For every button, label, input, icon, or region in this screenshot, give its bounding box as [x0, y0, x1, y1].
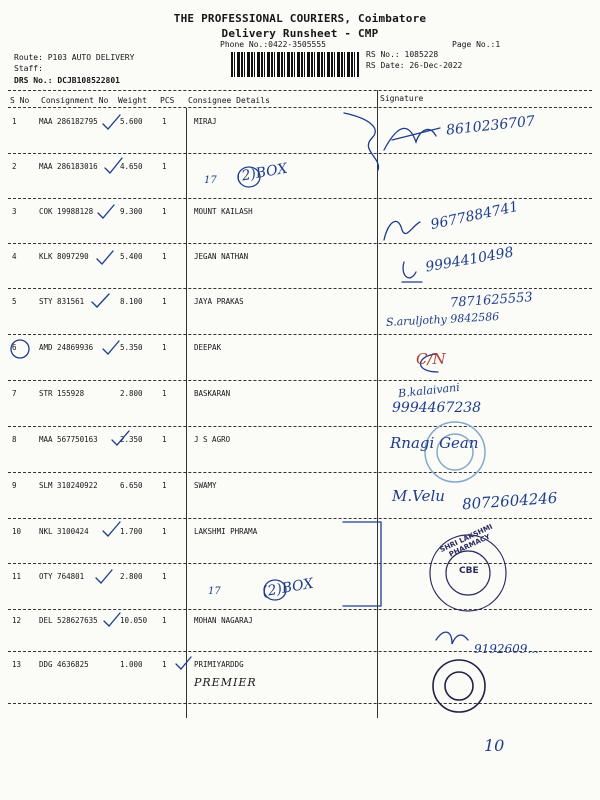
- row-consignee: LAKSHMI PHRAMA: [194, 527, 258, 536]
- row-consignee: MOUNT KAILASH: [194, 207, 253, 216]
- rs-date: RS Date: 26-Dec-2022: [366, 61, 463, 70]
- signature-row-1: [384, 128, 440, 150]
- row-consignment: NKL 3100424: [39, 527, 89, 536]
- row-weight: 4.650: [120, 162, 143, 171]
- signature-row-4: [402, 262, 422, 282]
- row-pcs: 1: [162, 389, 167, 398]
- row-sno: 1: [12, 117, 17, 126]
- row-sno: 3: [12, 207, 17, 216]
- row-sno: 10: [12, 527, 22, 536]
- document-title: THE PROFESSIONAL COURIERS, Coimbatore: [173, 12, 427, 25]
- bracket-rows-1-2: [344, 113, 378, 170]
- handwritten-mark-row-2: 17: [204, 175, 217, 186]
- row-sno: 6: [12, 343, 17, 352]
- row-pcs: 1: [162, 527, 167, 536]
- handwritten-phone-row-3: 9677884741: [429, 198, 520, 234]
- row-consignee: MIRAJ: [194, 117, 217, 126]
- handwritten-name-row-7: B.kalaivani: [397, 380, 461, 401]
- row-consignee: MOHAN NAGARAJ: [194, 616, 253, 625]
- rs-number: RS No.: 1085228: [366, 50, 439, 59]
- pharmacy-stamp-center: CBE: [459, 566, 479, 576]
- phone-number: Phone No.:0422-3505555: [220, 40, 326, 49]
- handwritten-name-row-13: PREMIER: [194, 676, 257, 689]
- handwritten-note-row-6: C/N: [416, 350, 446, 368]
- staff-label: Staff:: [14, 64, 43, 73]
- row-weight: 8.100: [120, 297, 143, 306]
- page-number: Page No.:1: [452, 40, 501, 49]
- row-weight: 2.350: [120, 435, 143, 444]
- tick-mark-8: [112, 431, 129, 445]
- pharmacy-stamp-text: SHRI LAKSHMI PHARMACY: [438, 522, 494, 559]
- row-pcs: 1: [162, 572, 167, 581]
- row-weight: 5.600: [120, 117, 143, 126]
- row-pcs: 1: [162, 616, 167, 625]
- tick-mark-6: [103, 341, 119, 354]
- row-weight: 2.800: [120, 389, 143, 398]
- row-weight: 5.400: [120, 252, 143, 261]
- row-consignment: SLM 310240922: [39, 481, 98, 490]
- bracket-rows-10-11: [343, 522, 381, 606]
- row-weight: 2.800: [120, 572, 143, 581]
- handwritten-phone-row-12: 9192609...: [474, 642, 539, 656]
- column-header-weight: Weight: [118, 96, 147, 105]
- handwritten-name-row-8: Rnagi Gean: [390, 434, 479, 452]
- column-header-pcs: PCS: [160, 96, 175, 105]
- row-sno: 5: [12, 297, 17, 306]
- row-consignment: DEL 528627635: [39, 616, 98, 625]
- row-weight: 1.700: [120, 527, 143, 536]
- row-pcs: 1: [162, 660, 167, 669]
- tick-mark-11: [96, 570, 112, 583]
- tick-mark-10: [103, 522, 120, 536]
- route-label: Route: P103 AUTO DELIVERY: [14, 53, 135, 62]
- tick-mark-12: [104, 613, 120, 626]
- row-consignee: DEEPAK: [194, 343, 222, 352]
- faded-round-stamp: [425, 422, 485, 482]
- premier-stamp: [433, 660, 485, 712]
- handwritten-phone-row-4: 9994410498: [424, 244, 515, 276]
- row-consignment: COK 19988128: [39, 207, 94, 216]
- row-consignee: SWAMY: [194, 481, 217, 490]
- handwritten-phone-row-5: 7871625553: [449, 290, 534, 311]
- signature-row-12: [436, 632, 468, 644]
- handwritten-phone-row-9: 8072604246: [461, 488, 558, 514]
- row-consignment: AMD 24869936: [39, 343, 94, 352]
- handwritten-box-row-11: (2)BOX: [261, 575, 315, 601]
- row-pcs: 1: [162, 481, 167, 490]
- row-weight: 10.050: [120, 616, 148, 625]
- row-consignment: DDG 4636825: [39, 660, 89, 669]
- row-consignment: KLK 8097290: [39, 252, 89, 261]
- row-consignee: JAYA PRAKAS: [194, 297, 244, 306]
- tick-mark-1: [103, 115, 120, 129]
- row-consignee: BASKARAN: [194, 389, 231, 398]
- row-sno: 13: [12, 660, 22, 669]
- row-consignment: MAA 286183016: [39, 162, 98, 171]
- column-header-signature: Signature: [380, 94, 424, 103]
- row-pcs: 1: [162, 297, 167, 306]
- column-header-consignment: Consignment No: [41, 96, 109, 105]
- row-sno: 9: [12, 481, 17, 490]
- row-consignee: PRIMIYARDDG: [194, 660, 244, 669]
- handwritten-box-row-2: (2)BOX: [235, 160, 289, 186]
- handwritten-mark-row-11: 17: [208, 586, 221, 597]
- row-consignment: OTY 764801: [39, 572, 85, 581]
- row-pcs: 1: [162, 162, 167, 171]
- row-consignment: STY 831561: [39, 297, 85, 306]
- row-weight: 1.000: [120, 660, 143, 669]
- column-header-consignee: Consignee Details: [188, 96, 270, 105]
- row-pcs: 1: [162, 343, 167, 352]
- row-sno: 8: [12, 435, 17, 444]
- row-consignment: MAA 567750163: [39, 435, 98, 444]
- row-sno: 12: [12, 616, 22, 625]
- handwritten-phone-row-7: 9994467238: [392, 400, 482, 416]
- row-pcs: 1: [162, 435, 167, 444]
- row-pcs: 1: [162, 207, 167, 216]
- handwritten-name-row-9: M.Velu: [392, 487, 445, 505]
- row-sno: 4: [12, 252, 17, 261]
- row-weight: 9.300: [120, 207, 143, 216]
- row-sno: 11: [12, 572, 22, 581]
- tick-mark-3: [98, 205, 114, 218]
- handwritten-footer-mark: 10: [484, 736, 505, 755]
- row-pcs: 1: [162, 117, 167, 126]
- row-weight: 5.350: [120, 343, 143, 352]
- tick-mark-2: [105, 158, 122, 173]
- signature-row-3: [384, 221, 420, 240]
- row-sno: 7: [12, 389, 17, 398]
- tick-mark-4: [97, 251, 113, 264]
- row-consignee: JEGAN NATHAN: [194, 252, 249, 261]
- row-sno: 2: [12, 162, 17, 171]
- tick-mark-13: [176, 657, 191, 669]
- row-consignment: STR 155928: [39, 389, 85, 398]
- tick-mark-5: [92, 294, 109, 307]
- handwritten-name-row-5: S.aruljothy 9842586: [385, 310, 500, 329]
- row-6-circle: [11, 340, 29, 358]
- document-subtitle: Delivery Runsheet - CMP: [221, 27, 379, 40]
- drs-number: DRS No.: DCJB108522801: [14, 76, 120, 85]
- row-consignee: J S AGRO: [194, 435, 231, 444]
- row-pcs: 1: [162, 252, 167, 261]
- column-header-sno: S No: [10, 96, 30, 105]
- row-consignment: MAA 286182795: [39, 117, 98, 126]
- row-weight: 6.650: [120, 481, 143, 490]
- handwritten-phone-row-1: 8610236707: [445, 113, 536, 139]
